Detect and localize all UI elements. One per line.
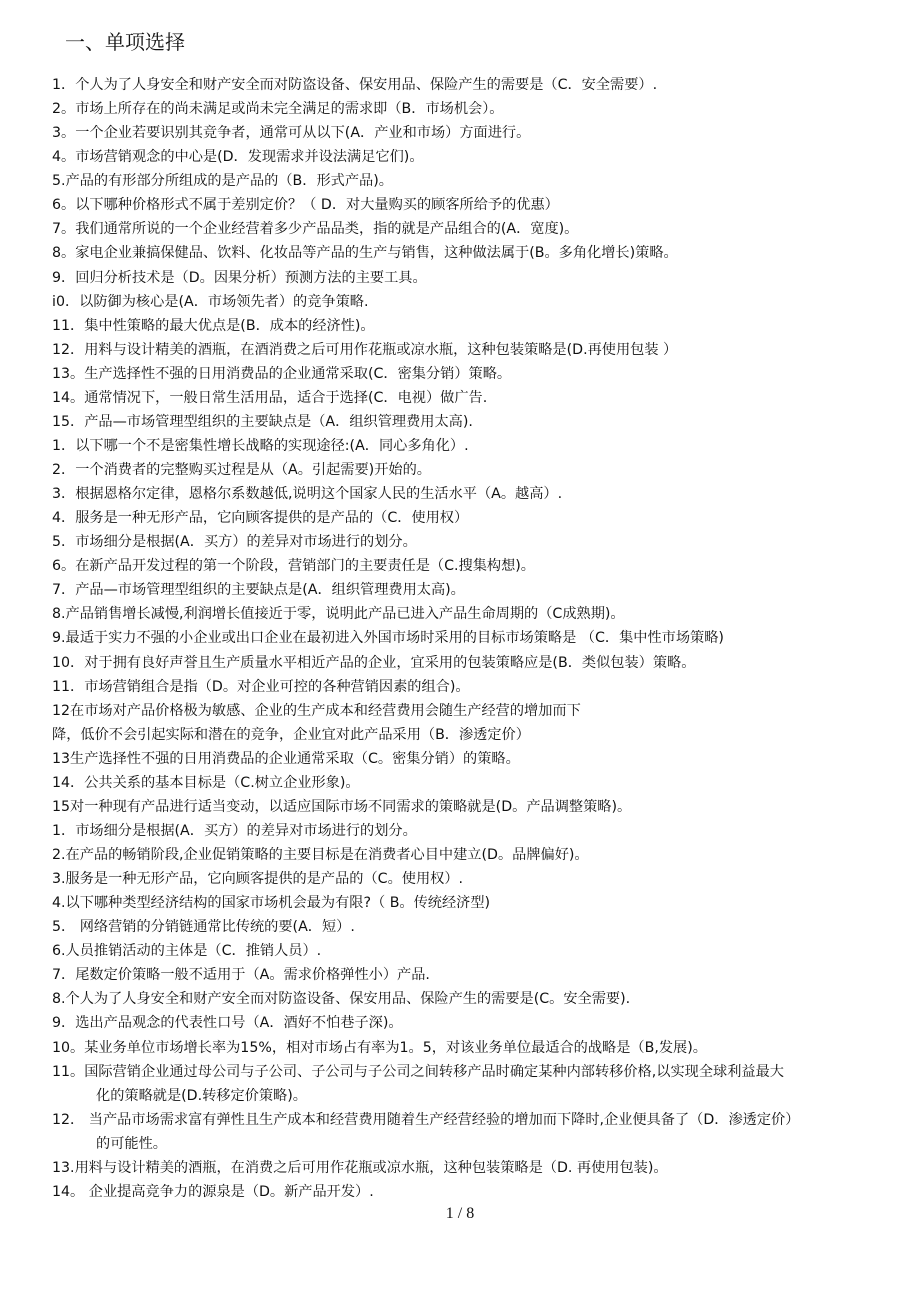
question-line: 14．公共关系的基本目标是（C.树立企业形象)。 [52,774,360,791]
question-line: 6。在新产品开发过程的第一个阶段，营销部门的主要责任是（C.搜集构想)。 [52,558,535,575]
question-line: 4．服务是一种无形产品，它向顾客提供的是产品的（C．使用权） [52,510,469,527]
question-line: 8.产品销售增长减慢,利润增长值接近于零，说明此产品已进入产品生命周期的（C成熟期)。 [52,606,625,623]
question-line: 3．根据恩格尔定律，恩格尔系数越低,说明这个国家人民的生活水平（A。越高）. [52,486,563,503]
question-line: 15．产品—市场管理型组织的主要缺点是（A．组织管理费用太高). [52,413,473,430]
question-line: 13.用料与设计精美的酒瓶，在消费之后可用作花瓶或凉水瓶，这种包装策略是（D. 再使用包装)。 [52,1159,668,1176]
question-line-continuation: 化的策略就是(D.转移定价策略)。 [96,1087,307,1104]
question-line: 1．个人为了人身安全和财产安全而对防盗设备、保安用品、保险产生的需要是（C．安全需要）. [52,77,658,93]
question-line: 8。家电企业兼搞保健品、饮料、化妆品等产品的生产与销售，这种做法属于(B。多角化增长)策略。 [52,245,678,262]
question-line: 10。某业务单位市场增长率为15%，相对市场占有率为1。5，对该业务单位最适合的战略是（B,发展)。 [52,1039,707,1056]
question-line: 12．用料与设计精美的酒瓶，在酒消费之后可用作花瓶或凉水瓶，这种包装策略是(D.再使用包装 ） [52,341,678,358]
question-line: 7。我们通常所说的一个企业经营着多少产品品类，指的就是产品组合的(A．宽度)。 [52,221,579,238]
question-line: 7．产品—市场管理型组织的主要缺点是(A．组织管理费用太高)。 [52,582,465,599]
section-heading: 一、单项选择 [65,30,185,54]
question-list [52,73,912,1204]
question-line: 12． 当产品市场需求富有弹性且生产成本和经营费用随着生产经营经验的增加而下降时,企业便具备了（D．渗透定价） [52,1111,800,1128]
question-line: 6.人员推销活动的主体是（C．推销人员）. [52,943,322,960]
question-line: 6。以下哪种价格形式不属于差别定价？（ D．对大量购买的顾客所给予的优惠） [52,197,559,214]
question-line: 9.最适于实力不强的小企业或出口企业在最初进入外国市场时采用的目标市场策略是 （C．集中性市场策略) [52,630,724,647]
question-line: 8.个人为了人身安全和财产安全而对防盗设备、保安用品、保险产生的需要是(C。安全需要). [52,991,631,1008]
question-line-continuation: 降，低价不会引起实际和潜在的竞争，企业宜对此产品采用（B．渗透定价） [52,726,530,743]
question-line: 7．尾数定价策略一般不适用于（A。需求价格弹性小）产品. [52,967,430,984]
question-line: 15对一种现有产品进行适当变动，以适应国际市场不同需求的策略就是(D。产品调整策略)。 [52,798,632,815]
question-line: 9．回归分析技术是（D。因果分析）预测方法的主要工具。 [52,269,427,286]
question-line: 3.服务是一种无形产品，它向顾客提供的是产品的（C。使用权）. [52,871,464,888]
question-line: 10．对于拥有良好声誉且生产质量水平相近产品的企业，宜采用的包装策略应是(B．类似包装）策略。 [52,654,696,671]
question-line: 14。通常情况下，一般日常生活用品，适合于选择(C．电视）做广告. [52,389,488,406]
question-line: 2.在产品的畅销阶段,企业促销策略的主要目标是在消费者心目中建立(D。品牌偏好)。 [52,847,589,863]
question-line: 11。国际营销企业通过母公司与子公司、子公司与子公司之间转移产品时确定某种内部转移价格,以实现全球利益最大 [52,1063,784,1080]
question-line: 1．市场细分是根据(A．买方）的差异对市场进行的划分。 [52,822,417,839]
question-line: 5.产品的有形部分所组成的是产品的（B．形式产品)。 [52,173,393,190]
question-line: 4.以下哪种类型经济结构的国家市场机会最为有限?（ B。传统经济型) [52,895,491,912]
question-section [52,73,912,434]
question-section [52,434,912,819]
question-line: i0．以防御为核心是(A．市场领先者）的竞争策略. [52,293,369,310]
question-line: 5． 网络营销的分销链通常比传统的要(A．短）. [52,919,355,936]
question-line: 3。一个企业若要识别其竞争者，通常可从以下(A．产业和市场）方面进行。 [52,125,531,142]
question-line: 4。市场营销观念的中心是(D．发现需求并设法满足它们)。 [52,149,424,166]
page-number: 1 / 8 [445,1205,475,1222]
question-line: 5．市场细分是根据(A．买方）的差异对市场进行的划分。 [52,534,417,551]
question-section [52,819,912,1204]
question-line: 11．集中性策略的最大优点是(B．成本的经济性)。 [52,317,375,334]
question-line: 14。 企业提高竞争力的源泉是（D。新产品开发）. [52,1183,374,1200]
question-line: 9．选出产品观念的代表性口号（A．酒好不怕巷子深)。 [52,1015,403,1032]
question-line: 2．一个消费者的完整购买过程是从（A。引起需要)开始的。 [52,462,431,478]
question-line: 2。市场上所存在的尚未满足或尚未完全满足的需求即（B．市场机会）。 [52,101,504,118]
question-line: 11．市场营销组合是指（D。对企业可控的各种营销因素的组合)。 [52,678,470,695]
question-line: 13。生产选择性不强的日用消费品的企业通常采取(C．密集分销）策略。 [52,365,512,382]
question-line: 1．以下哪一个不是密集性增长战略的实现途径:(A．同心多角化）. [52,437,469,454]
question-line-continuation: 的可能性。 [96,1135,167,1152]
question-line: 12在市场对产品价格极为敏感、企业的生产成本和经营费用会随生产经营的增加而下 [52,702,581,719]
question-line: 13生产选择性不强的日用消费品的企业通常采取（C。密集分销）的策略。 [52,750,520,767]
